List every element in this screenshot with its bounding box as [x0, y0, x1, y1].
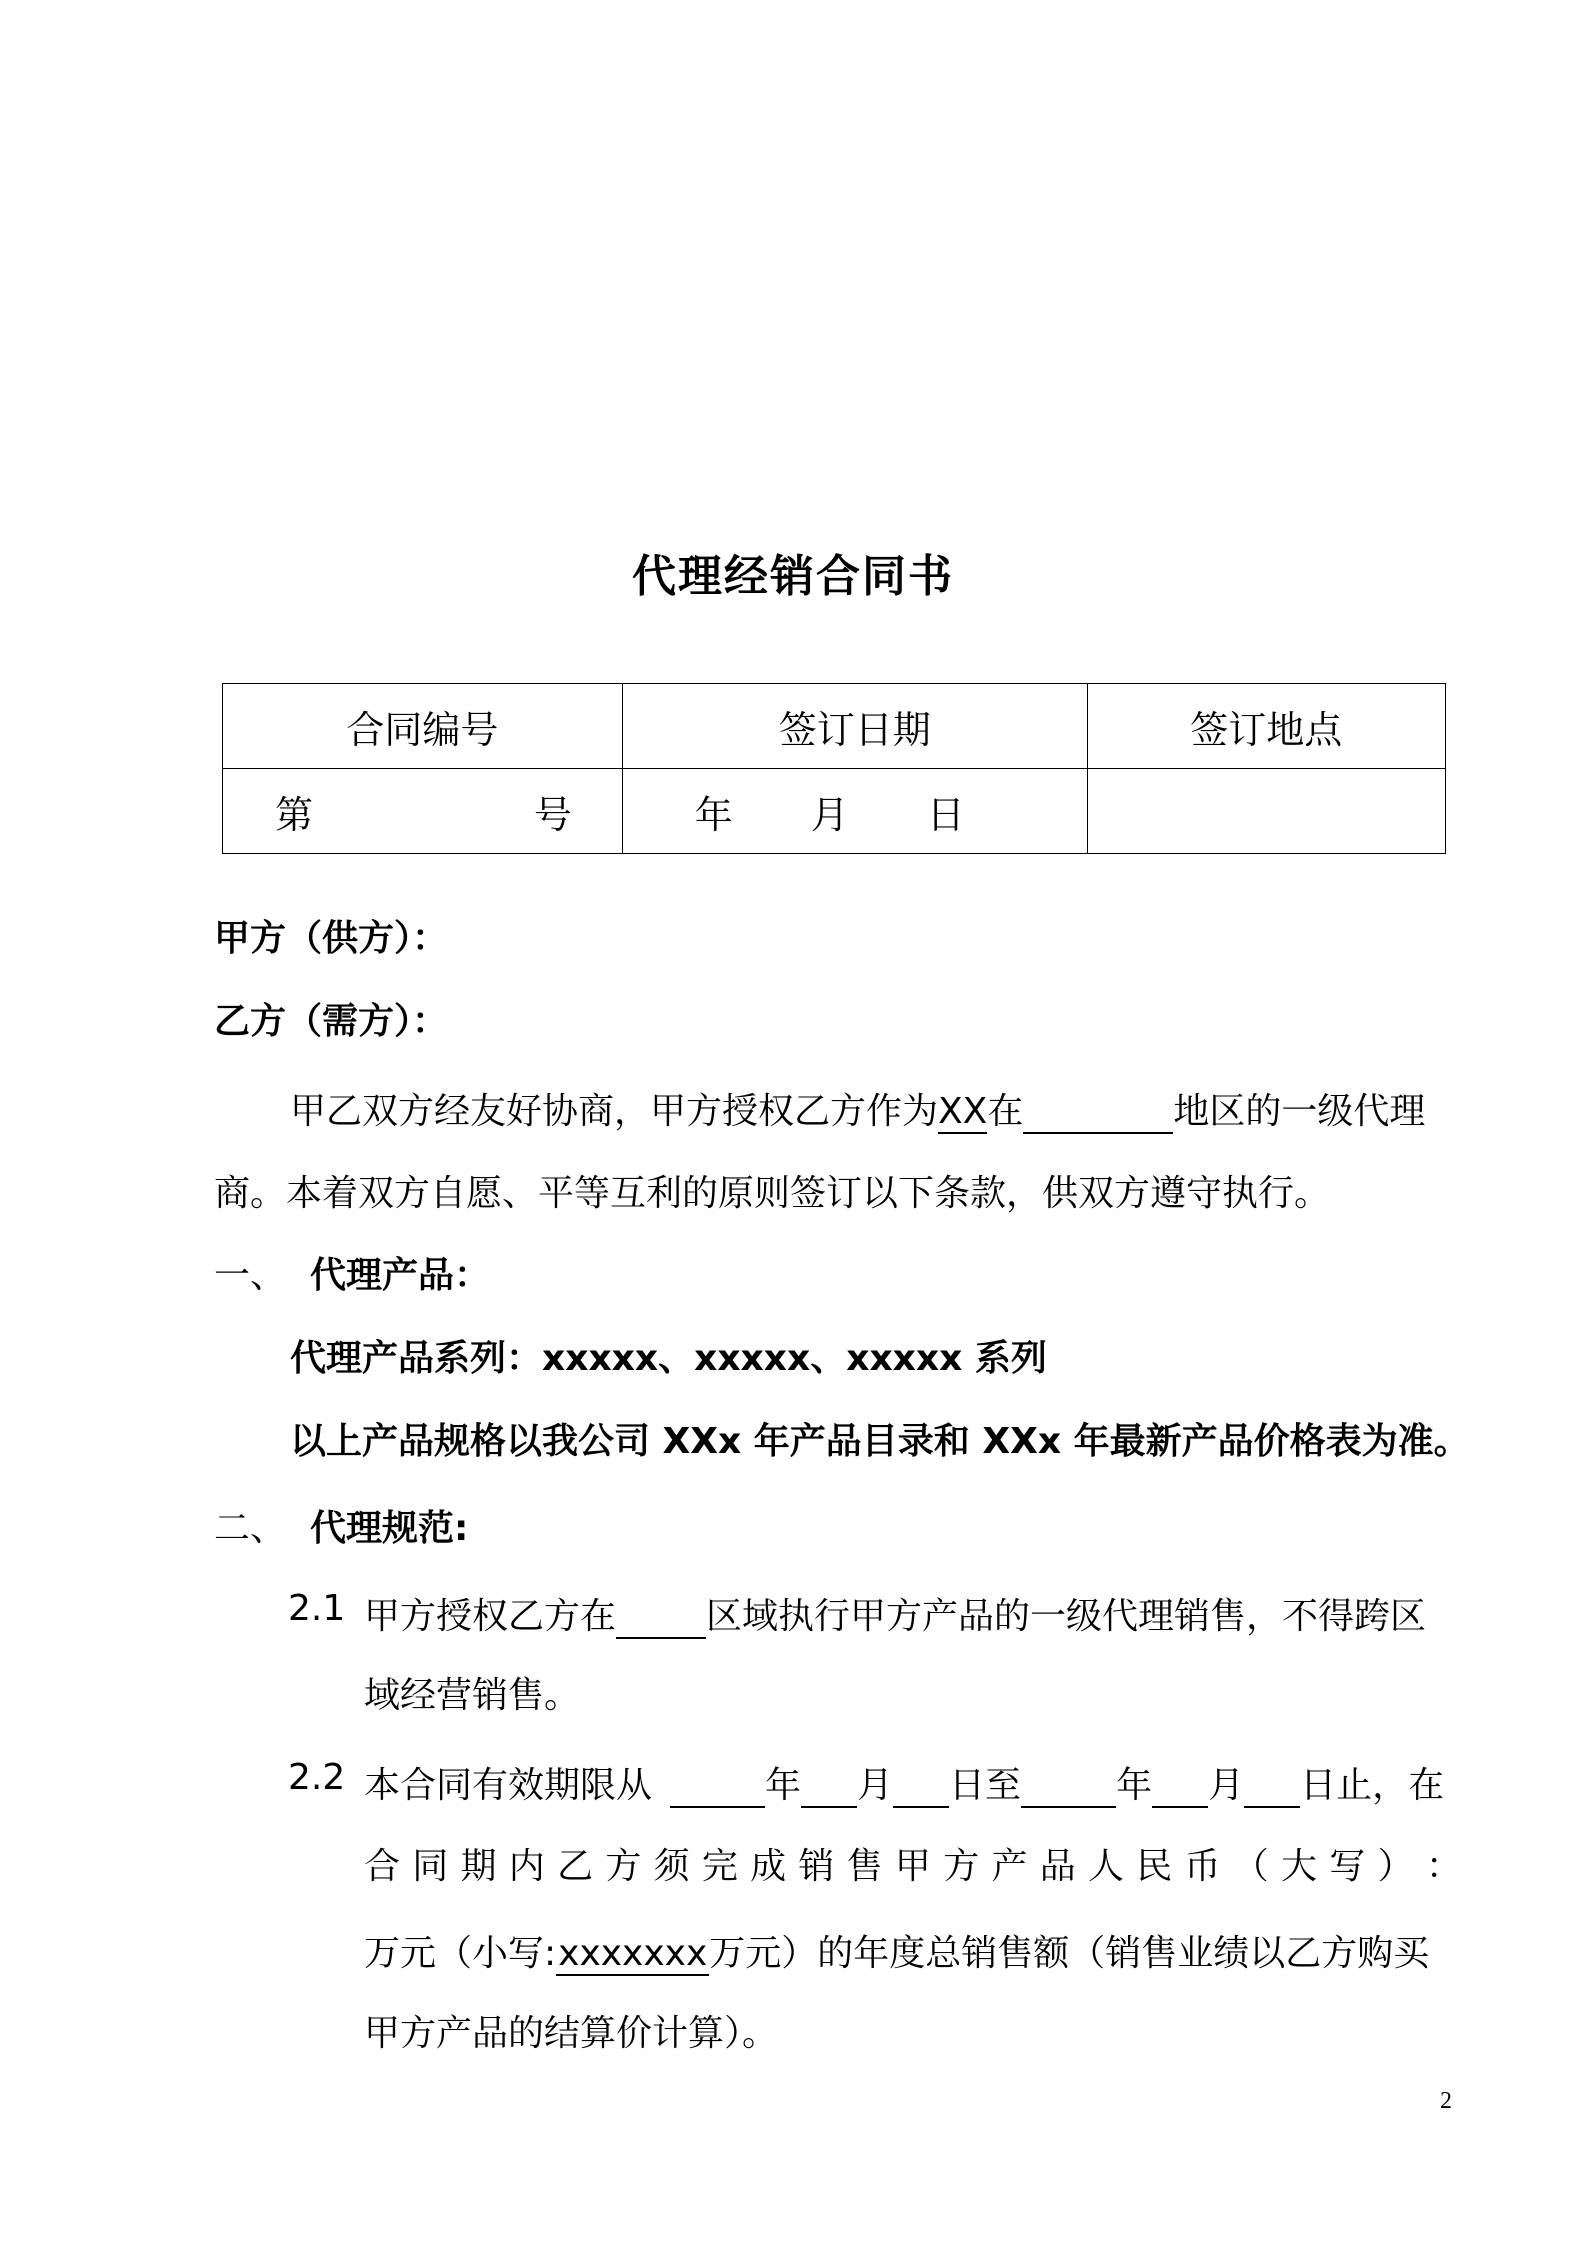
section1-number: 一、	[214, 1255, 287, 1296]
start-day-blank	[893, 1768, 949, 1808]
cell-contract-no	[223, 769, 623, 854]
start-month-blank	[801, 1768, 857, 1808]
end-month-blank	[1152, 1768, 1208, 1808]
item-2-1-line-2: 域经营销售。	[364, 1675, 581, 1716]
party-b-label: 乙方（需方）：	[214, 1001, 449, 1042]
cell-sign-date	[622, 769, 1087, 854]
section2-number: 二、	[214, 1508, 287, 1549]
intro-line-1: 甲乙双方经友好协商，甲方授权乙方作为XX在 地区的一级代理	[290, 1091, 1426, 1132]
date-month: 月	[810, 792, 849, 837]
item-2-2-number: 2.2	[288, 1757, 346, 1798]
product-series-value: xxxxx、xxxxx、xxxxx 系列	[542, 1338, 1047, 1379]
item-2-2-line-1: 本合同有效期限从 年 月 日至 年 月 日止，在	[364, 1765, 1445, 1806]
section2-heading: 代理规范:	[310, 1508, 469, 1549]
contract-info-table	[222, 683, 1446, 854]
amount-lowercase: xxxxxxx	[558, 1933, 708, 1974]
date-day: 日	[926, 792, 965, 837]
item-2-1-number: 2.1	[288, 1588, 346, 1629]
item-2-2-line-2: 合 同 期 内 乙 方 须 完 成 销 售 甲 方 产 品 人 民 币 （ 大 写 ） ：	[364, 1846, 1462, 1887]
item-2-2-line-3: 万元（小写:xxxxxxx万元）的年度总销售额（销售业绩以乙方购买	[364, 1933, 1430, 1974]
document-title: 代理经销合同书	[632, 551, 954, 602]
header-sign-date: 签订日期	[622, 684, 1087, 769]
intro-xx: XX	[938, 1091, 988, 1132]
region-blank	[1023, 1094, 1173, 1134]
header-contract-no: 合同编号	[223, 684, 623, 769]
cell-sign-place	[1087, 769, 1445, 854]
product-series-label: 代理产品系列：	[290, 1338, 543, 1379]
header-sign-place: 签订地点	[1087, 684, 1445, 769]
end-year-blank	[1021, 1768, 1116, 1808]
end-day-blank	[1244, 1768, 1300, 1808]
page-number: 2	[1440, 2088, 1452, 2114]
section1-heading: 代理产品：	[310, 1255, 491, 1296]
spec-note: 以上产品规格以我公司 XXx 年产品目录和 XXx 年最新产品价格表为准。	[290, 1421, 1470, 1462]
party-a-label: 甲方（供方）：	[214, 918, 449, 959]
contract-no-prefix: 第	[275, 792, 314, 837]
product-series-line	[290, 1330, 1047, 1381]
start-year-blank	[670, 1768, 765, 1808]
item-2-1-line-1: 甲方授权乙方在 区域执行甲方产品的一级代理销售，不得跨区	[364, 1596, 1427, 1637]
area-blank	[616, 1599, 706, 1639]
date-year: 年	[694, 792, 733, 837]
item-2-2-line-4: 甲方产品的结算价计算）。	[364, 2013, 779, 2054]
contract-no-suffix: 号	[533, 792, 572, 837]
intro-line-2: 商。本着双方自愿、平等互利的原则签订以下条款，供双方遵守执行。	[214, 1173, 1331, 1214]
